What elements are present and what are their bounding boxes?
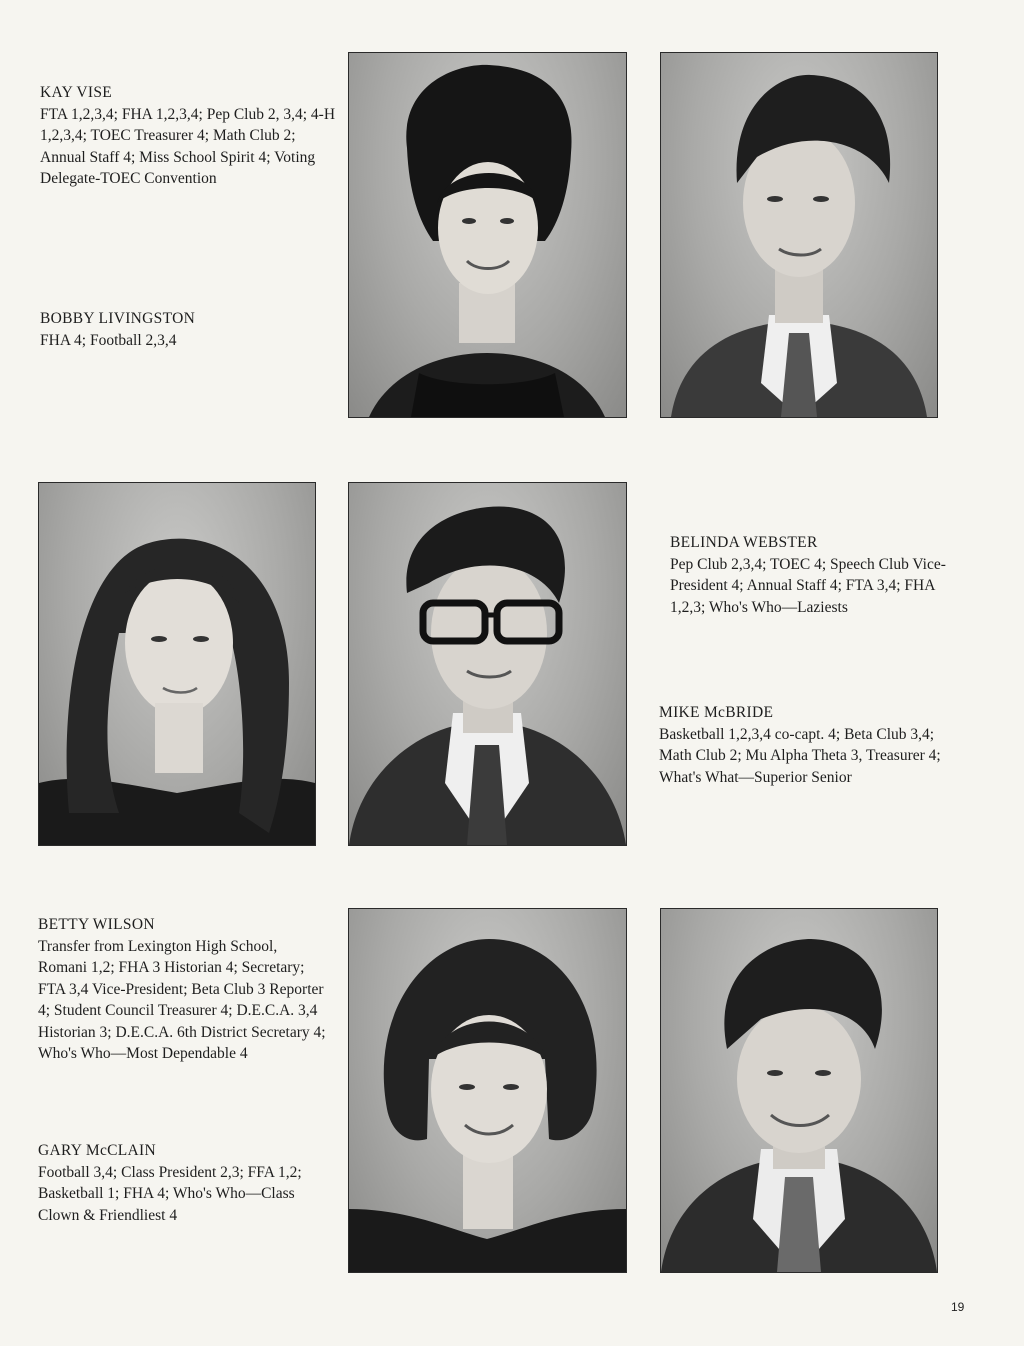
portrait-photo-belinda-webster	[38, 482, 316, 846]
senior-name: KAY VISE	[40, 84, 113, 101]
caption-bobby-livingston	[40, 308, 335, 351]
senior-activities: Football 3,4; Class President 2,3; FFA 1,2; Basketball 1; FHA 4; Who's Who—Class Clown & Friendliest 4	[38, 1163, 302, 1224]
senior-name: MIKE McBRIDE	[659, 704, 774, 721]
caption-betty-wilson	[38, 914, 328, 1065]
caption-mike-mcbride	[659, 702, 951, 788]
senior-name: BELINDA WEBSTER	[670, 534, 818, 551]
caption-gary-mcclain	[38, 1140, 328, 1226]
senior-name: GARY McCLAIN	[38, 1142, 156, 1159]
page-number: 19	[951, 1300, 965, 1314]
senior-name: BOBBY LIVINGSTON	[40, 310, 196, 327]
caption-belinda-webster	[670, 532, 950, 618]
portrait-photo-kay-vise	[348, 52, 627, 418]
senior-name: BETTY WILSON	[38, 916, 155, 933]
senior-activities: FTA 1,2,3,4; FHA 1,2,3,4; Pep Club 2, 3,4; 4-H 1,2,3,4; TOEC Treasurer 4; Math Club 2; Annual Staff 4; Miss School Spirit 4; Voting Delegate-TOEC Convention	[40, 105, 336, 187]
portrait-photo-betty-wilson	[348, 908, 627, 1273]
senior-activities: Pep Club 2,3,4; TOEC 4; Speech Club Vice-President 4; Annual Staff 4; FTA 3,4; FHA 1,2,3; Who's Who—Laziests	[670, 555, 946, 616]
portrait-photo-gary-mcclain	[660, 908, 938, 1273]
portrait-photo-mike-mcbride	[348, 482, 627, 846]
portrait-photo-bobby-livingston	[660, 52, 938, 418]
caption-kay-vise	[40, 82, 335, 190]
senior-activities: Basketball 1,2,3,4 co-capt. 4; Beta Club 3,4; Math Club 2; Mu Alpha Theta 3, Treasurer 4; What's What—Superior Senior	[659, 725, 941, 786]
senior-activities: FHA 4; Football 2,3,4	[40, 331, 177, 349]
senior-activities: Transfer from Lexington High School, Romani 1,2; FHA 3 Historian 4; Secretary; FTA 3,4 Vice-President; Beta Club 3 Reporter 4; Student Council Treasurer 4; D.E.C.A. 3,4 Historian 3; D.E.C.A. 6th District Secretary 4; Who's Who—Most Dependable 4	[38, 937, 326, 1062]
